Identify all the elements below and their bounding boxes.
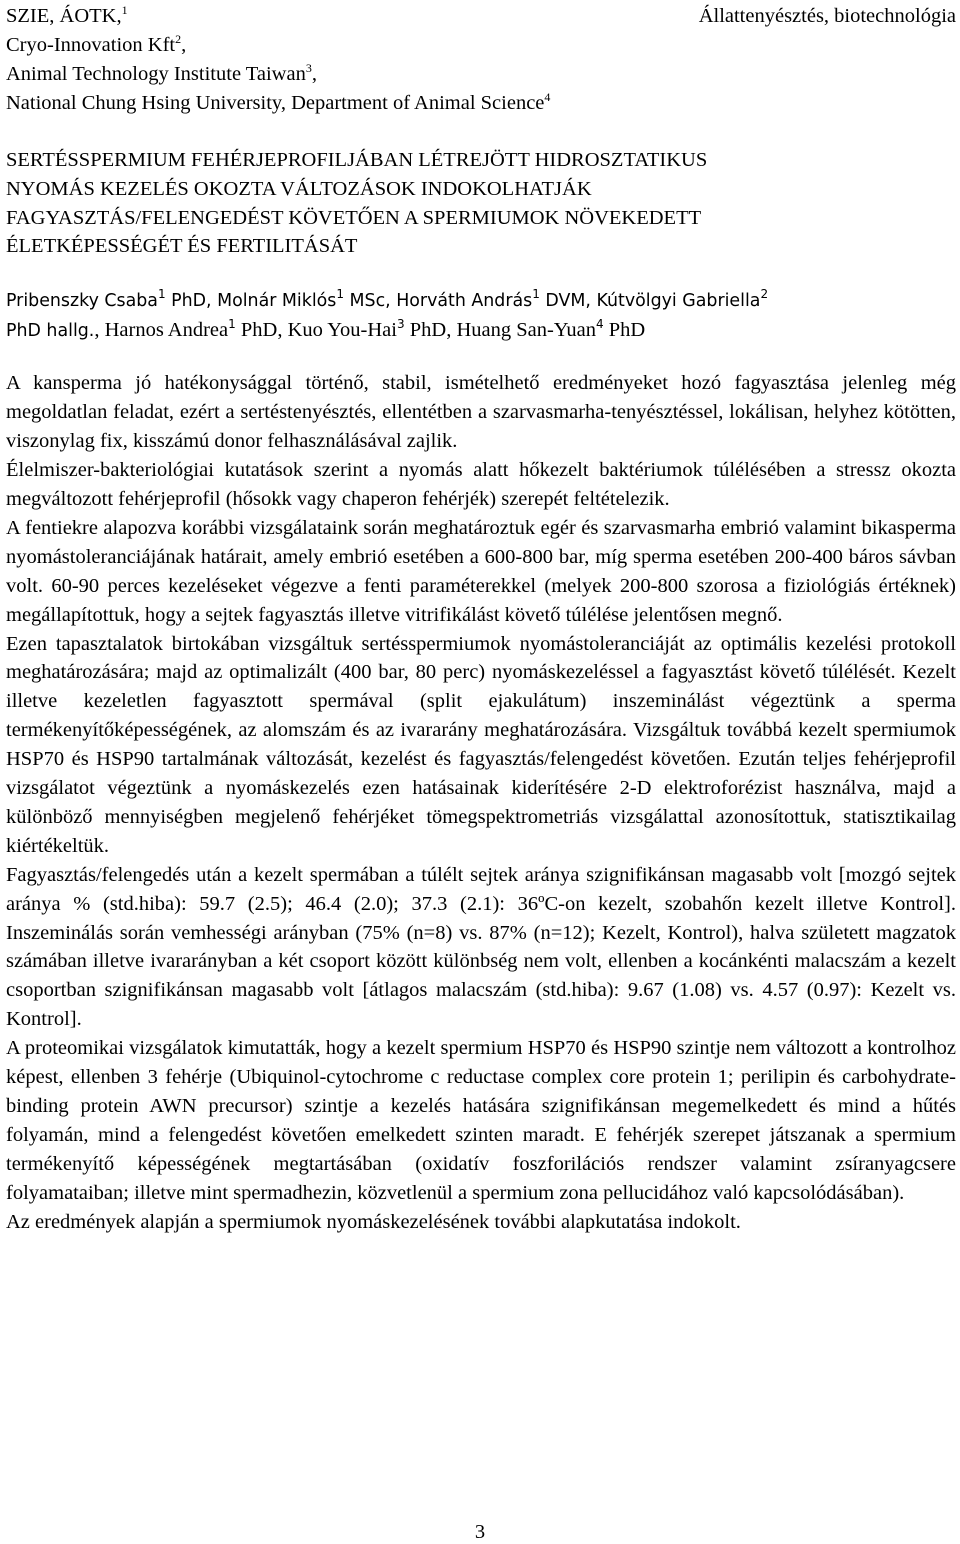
affiliation-3: Animal Technology Institute Taiwan$^3$, [6, 60, 317, 85]
paragraph: Fagyasztás/felengedés után a kezelt spermában a túlélt sejtek aránya szignifikánsan magasabb volt [mozgó sejtek aránya % (std.hiba): 59.7 (2.5); 46.4 (2.0); 37.3 (2.1): 36ºC-on kezelt, szobahőn kezelt illetve Kontrol]. Inszeminálás során vemhességi arányban (75% (n=8) vs. 87% (n=12); Kezelt, Kontrol), halva született magzatok számában illetve ivararányban a két csoport között különbség nem volt, ellenben a kocánkénti malacszám a kezelt csoportban szignifikánsan magasabb volt [átlagos malacszám (std.hiba): 9.67 (1.08) vs. 4.57 (0.97): Kezelt vs. Kontrol]. [6, 863, 956, 1031]
paragraph: Élelmiszer-bakteriológiai kutatások szerint a nyomás alatt hőkezelt baktériumok túlélésében a stressz okozta megváltozott fehérjeprofil (hősokk vagy chaperon fehérjék) szerepét feltételezik. [6, 459, 956, 510]
page-number: 3 [474, 1521, 486, 1543]
header [6, 2, 956, 31]
abstract-body [6, 369, 956, 1236]
section-label: Állattenyésztés, biotechnológia [698, 5, 956, 27]
paragraph: A proteomikai vizsgálatok kimutatták, hogy a kezelt spermium HSP70 és HSP90 szintje nem változott a kontrolhoz képest, ellenben 3 fehérje (Ubiquinol-cytochrome c reductase complex core protein 1; perilipin és carbohydrate-binding protein AWN precursor) szintje a kezelés hatására szignifikánsan megemelkedett és mind a hűtés folyamán, mind a felengedést követően emelkedett szinten maradt. E fehérjék szerepet játszanak a spermium termékenyítő képességének megtartásában (oxidatív foszforilációs rendszer valamint zsíranyagcsere folyamataiban; illetve mint spermadhezin, közvetlenül a spermium zona pellucidához való kapcsolódásában). [6, 1037, 956, 1204]
author-list: Pribenszky Csaba$^1$ PhD, Molnár Miklós$^1$ MSc, Horváth András$^1$ DVM, Kútvölgyi Gabriella$^2$ PhD hallg., Harnos Andrea$^1$ PhD, Kuo You-Hai$^3$ PhD, Huang San-Yuan$^4$ PhD [6, 287, 769, 342]
paragraph: A kansperma jó hatékonysággal történő, stabil, ismételhető eredményeket hozó fagyasztása jelenleg még megoldatlan feladat, ezért a sertéstenyésztés, ellentétben a szarvasmarha-tenyésztéssel, lokálisan, helyhez kötötten, viszonylag fix, kisszámú donor felhasználásával zajlik. [6, 372, 956, 453]
document-page [6, 0, 956, 1237]
affiliation-2: Cryo-Innovation Kft$^2$, [6, 32, 187, 56]
paragraph: Az eredmények alapján a spermiumok nyomáskezelésének további alapkutatása indokolt. [6, 1210, 741, 1233]
title-line: NYOMÁS KEZELÉS OKOZTA VÁLTOZÁSOK INDOKOLHATJÁK [6, 177, 592, 200]
title-line: ÉLETKÉPESSÉGÉT ÉS FERTILITÁSÁT [6, 235, 358, 258]
paragraph: Ezen tapasztalatok birtokában vizsgáltuk sertésspermiumok nyomástoleranciáját az optimális kezelési protokoll meghatározására; majd az optimalizált (400 bar, 80 perc) nyomáskezeléssel a fagyasztást követő túlélését. Kezelt illetve kezeletlen fagyasztott spermával (split ejakulátum) inszeminálást végeztünk a sperma termékenyítőképességének, az alomszám és az ivararány meghatározására. Vizsgáltuk továbbá kezelt spermiumok HSP70 és HSP90 tartalmának változását, kezelést és fagyasztás/felengedést követően. Ezután teljes fehérjeprofil vizsgálatot végeztünk a nyomáskezelés ezen hatásainak kiderítésére 2-D elektroforézist használva, majd a különböző mennyiségben megjelenő fehérjéket tömegspektrometriás vizsgálattal azonosítottuk, statisztikailag kiértékeltük. [6, 632, 956, 857]
title-line: FAGYASZTÁS/FELENGEDÉST KÖVETŐEN A SPERMIUMOK NÖVEKEDETT [6, 206, 702, 229]
title-line: SERTÉSSPERMIUM FEHÉRJEPROFILJÁBAN LÉTREJÖTT HIDROSZTATIKUS [6, 148, 708, 171]
affiliation-1: SZIE, ÁOTK,$^1$ [6, 3, 128, 27]
affiliation-4: National Chung Hsing University, Department of Animal Science$^4$ [6, 89, 551, 114]
article-title [6, 146, 956, 262]
paragraph: A fentiekre alapozva korábbi vizsgálataink során meghatároztuk egér és szarvasmarha embrió valamint bikasperma nyomástoleranciájának határait, amely embrió esetében a 600-800 bar, míg sperma esetében 200-400 báros sávban volt. 60-90 perces kezeléseket végezve a fenti paraméterekkel (melyek 200-800 szorosa a fiziológiás értéknek) megállapítottuk, hogy a sejtek fagyasztás illetve vitrifikálást követő túlélése jelentősen megnő. [6, 516, 956, 626]
